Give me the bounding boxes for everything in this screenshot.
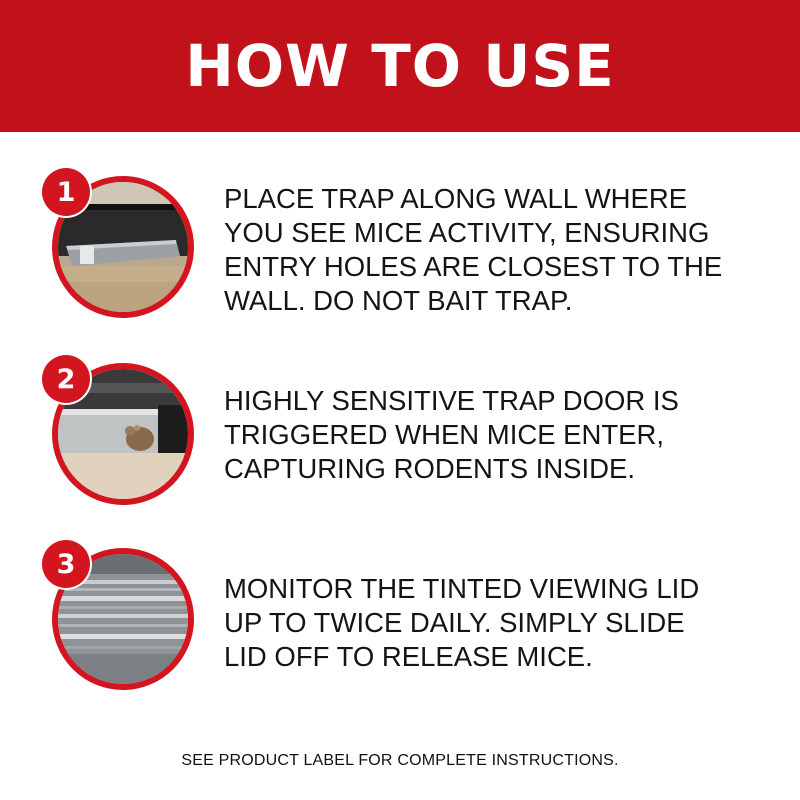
header-banner (0, 0, 800, 132)
step-3 (0, 540, 800, 690)
page-title: HOW TO USE (185, 32, 615, 100)
footer-note: SEE PRODUCT LABEL FOR COMPLETE INSTRUCTIONS. (181, 752, 619, 769)
step-instruction: HIGHLY SENSITIVE TRAP DOOR IS TRIGGERED WHEN MICE ENTER, CAPTURING RODENTS INSIDE. (224, 385, 679, 484)
step-instruction: MONITOR THE TINTED VIEWING LID UP TO TWICE DAILY. SIMPLY SLIDE LID OFF TO RELEASE MICE. (224, 573, 700, 672)
step-number-badge: 1 (42, 168, 90, 216)
step-2 (0, 355, 800, 505)
step-number-badge: 2 (42, 355, 90, 403)
step-1 (0, 168, 800, 318)
step-number-badge: 3 (42, 540, 90, 588)
step-instruction: PLACE TRAP ALONG WALL WHERE YOU SEE MICE ACTIVITY, ENSURING ENTRY HOLES ARE CLOSEST TO THE WALL. DO NOT BAIT TRAP. (224, 183, 723, 316)
